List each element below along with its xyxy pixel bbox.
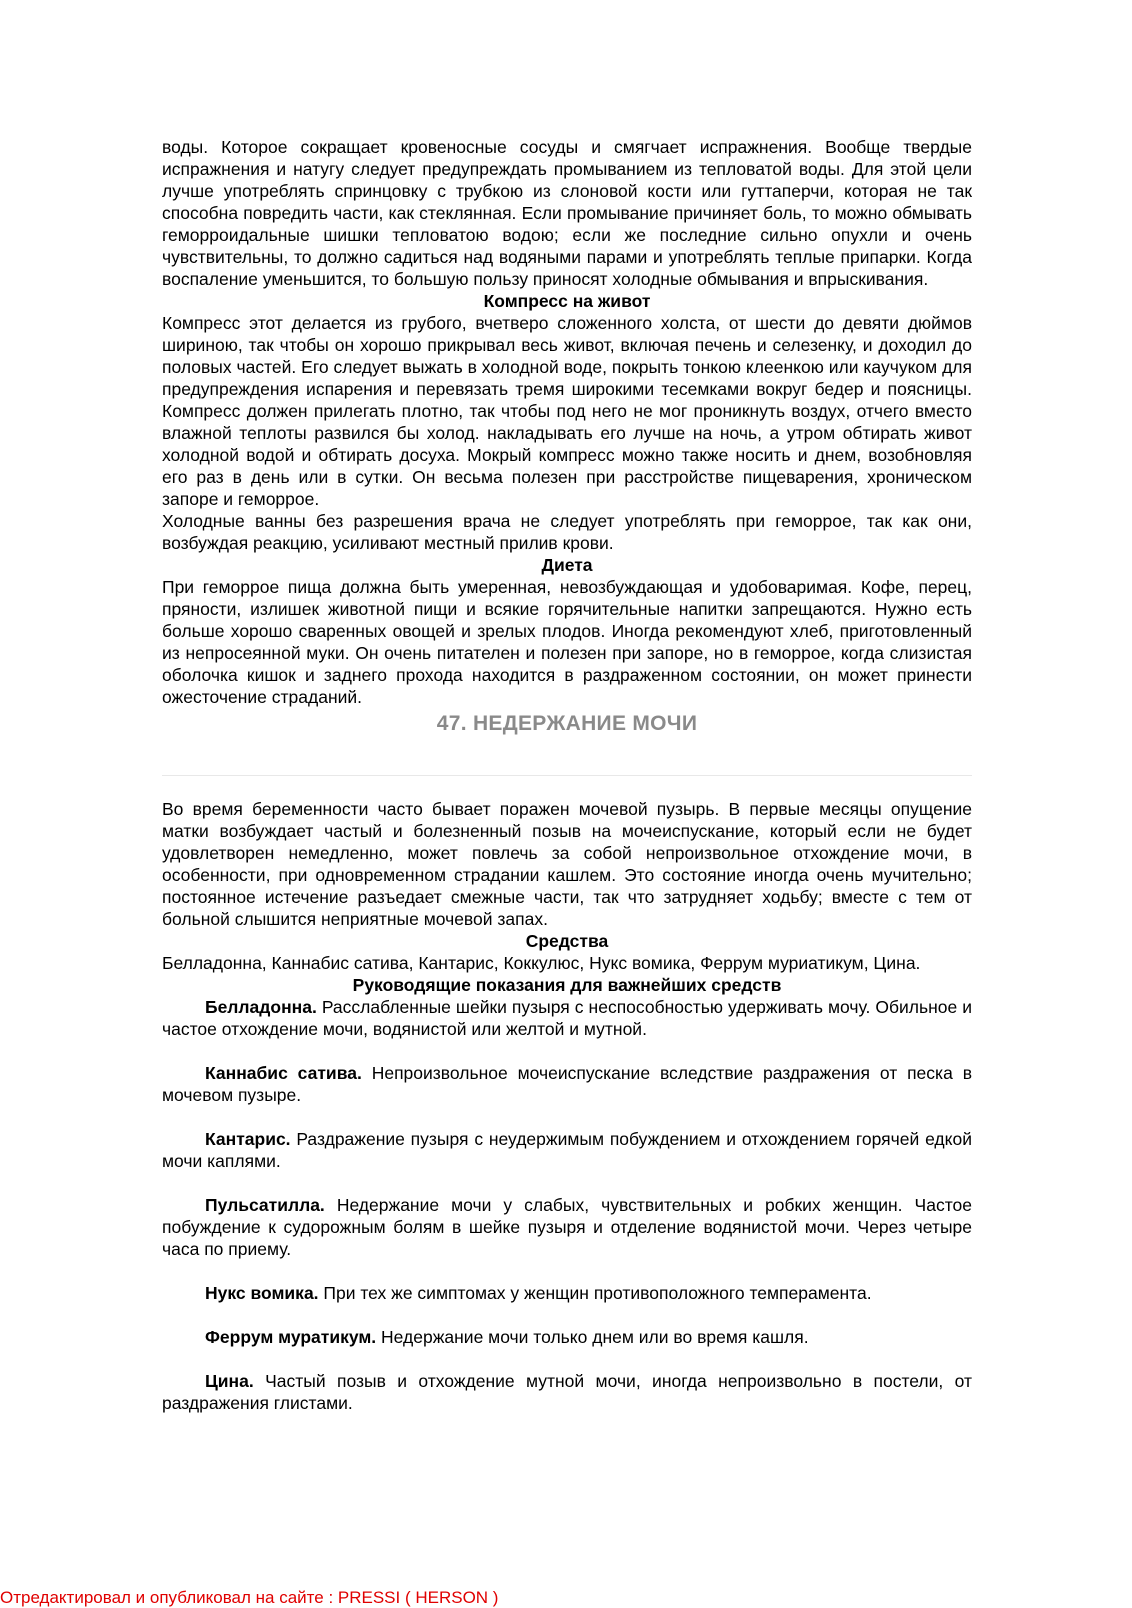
incontinence-paragraph: Во время беременности часто бывает поражен мочевой пузырь. В первые месяцы опущение матки возбуждает частый и болезненный позыв на мочеиспускание, который если не будет удовлетворен немедленно, может повлечь за собой непроизвольное отхождение мочи, в особенности, при одновременном страдании кашлем. Это состояние иногда очень мучительно; постоянное истечение разъедает смежные части, так что затрудняет ходьбу; вместе с тем от больной слышится неприятные мочевой запах. [162, 799, 972, 929]
remedy-description: Недержание мочи у слабых, чувствительных и робких женщин. Частое побуждение к судорожным болям в шейке пузыря и отделение водянистой мочи. Через четыре часа по приему. [162, 1195, 972, 1259]
indication-item [162, 1282, 972, 1304]
intro-paragraph: воды. Которое сокращает кровеносные сосуды и смягчает испражнения. Вообще твердые испражнения и натугу следует предупреждать промыванием из тепловатой воды. Для этой цели лучше употреблять спринцовку с трубкою из слоновой кости или гуттаперчи, которая не так способна повредить части, как стеклянная. Если промывание причиняет боль, то можно обмывать геморроидальные шишки тепловатою водою; если же последние сильно опухли и очень чувствительны, то должно садиться над водяными парами и употреблять теплые припарки. Когда воспаление уменьшится, то большую пользу приносят холодные обмывания и впрыскивания. [162, 137, 972, 289]
remedy-description: Раздражение пузыря с неудержимым побуждением и отхождением горячей едкой мочи каплями. [162, 1129, 972, 1171]
cold-baths-paragraph: Холодные ванны без разрешения врача не следует употреблять при геморрое, так как они, возбуждая реакцию, усиливают местный прилив крови. [162, 511, 972, 553]
remedy-name: Феррум муратикум. [205, 1327, 377, 1347]
remedy-name: Цина. [205, 1371, 254, 1391]
remedy-description: Частый позыв и отхождение мутной мочи, иногда непроизвольно в постели, от раздражения глистами. [162, 1371, 972, 1413]
remedy-description: Расслабленные шейки пузыря с неспособностью удерживать мочу. Обильное и частое отхождение мочи, водянистой или желтой и мутной. [162, 997, 972, 1039]
remedy-name: Каннабис сатива. [205, 1063, 362, 1083]
chapter-name: НЕДЕРЖАНИЕ МОЧИ [472, 712, 698, 735]
publisher-footer: Отредактировал и опубликовал на сайте : PRESSI ( HERSON ) [0, 1588, 499, 1607]
remedy-description: Непроизвольное мочеиспускание вследствие раздражения от песка в мочевом пузыре. [162, 1063, 972, 1105]
remedy-name: Белладонна. [205, 997, 317, 1017]
compress-paragraph: Компресс этот делается из грубого, вчетверо сложенного холста, от шести до девяти дюймов шириною, так чтобы он хорошо прикрывал весь живот, включая печень и селезенку, и доходил до половых частей. Его следует выжать в холодной воде, покрыть тонкою клеенкою или каучуком для предупреждения испарения и перевязать тремя широкими тесемками вокруг бедер и поясницы. Компресс должен прилегать плотно, так чтобы под него не мог проникнуть воздух, отчего вместо влажной теплоты развился бы холод. накладывать его лучше на ночь, а утром обтирать живот холодной водой и обтирать досуха. Мокрый компресс можно также носить и днем, возобновляя его раз в день или в сутки. Он весьма полезен при расстройстве пищеварения, хроническом запоре и геморрое. [162, 313, 972, 509]
remedy-description: Недержание мочи только днем или во время кашля. [376, 1327, 809, 1347]
indication-item [162, 1128, 972, 1172]
indication-item [162, 1062, 972, 1106]
compress-heading: Компресс на живот [483, 291, 651, 311]
remedy-name: Пульсатилла. [205, 1195, 325, 1215]
indication-item [162, 1370, 972, 1414]
indication-item [162, 996, 972, 1040]
remedy-name: Кантарис. [205, 1129, 291, 1149]
indication-item [162, 1194, 972, 1260]
indication-item [162, 1326, 972, 1348]
remedies-list: Белладонна, Каннабис сатива, Кантарис, Коккулюс, Нукс вомика, Феррум муриатикум, Цина. [162, 953, 921, 973]
chapter-title [162, 711, 972, 737]
remedies-heading: Средства [525, 931, 609, 951]
indications-heading: Руководящие показания для важнейших средств [352, 975, 782, 995]
chapter-number: 47. [436, 712, 467, 735]
remedy-name: Нукс вомика. [205, 1283, 319, 1303]
remedy-description: При тех же симптомах у женщин противоположного темперамента. [318, 1283, 872, 1303]
diet-heading: Диета [541, 555, 593, 575]
document-page [162, 136, 972, 1414]
chapter-divider [162, 775, 972, 776]
diet-paragraph: При геморрое пища должна быть умеренная, невозбуждающая и удобоваримая. Кофе, перец, пряности, излишек животной пищи и всякие горячительные напитки запрещаются. Нужно есть больше хорошо сваренных овощей и зрелых плодов. Иногда рекомендуют хлеб, приготовленный из непросеянной муки. Он очень питателен и полезен при запоре, но в геморрое, когда слизистая оболочка кишок и заднего прохода находится в раздраженном состоянии, он может принести ожесточение страданий. [162, 577, 972, 707]
